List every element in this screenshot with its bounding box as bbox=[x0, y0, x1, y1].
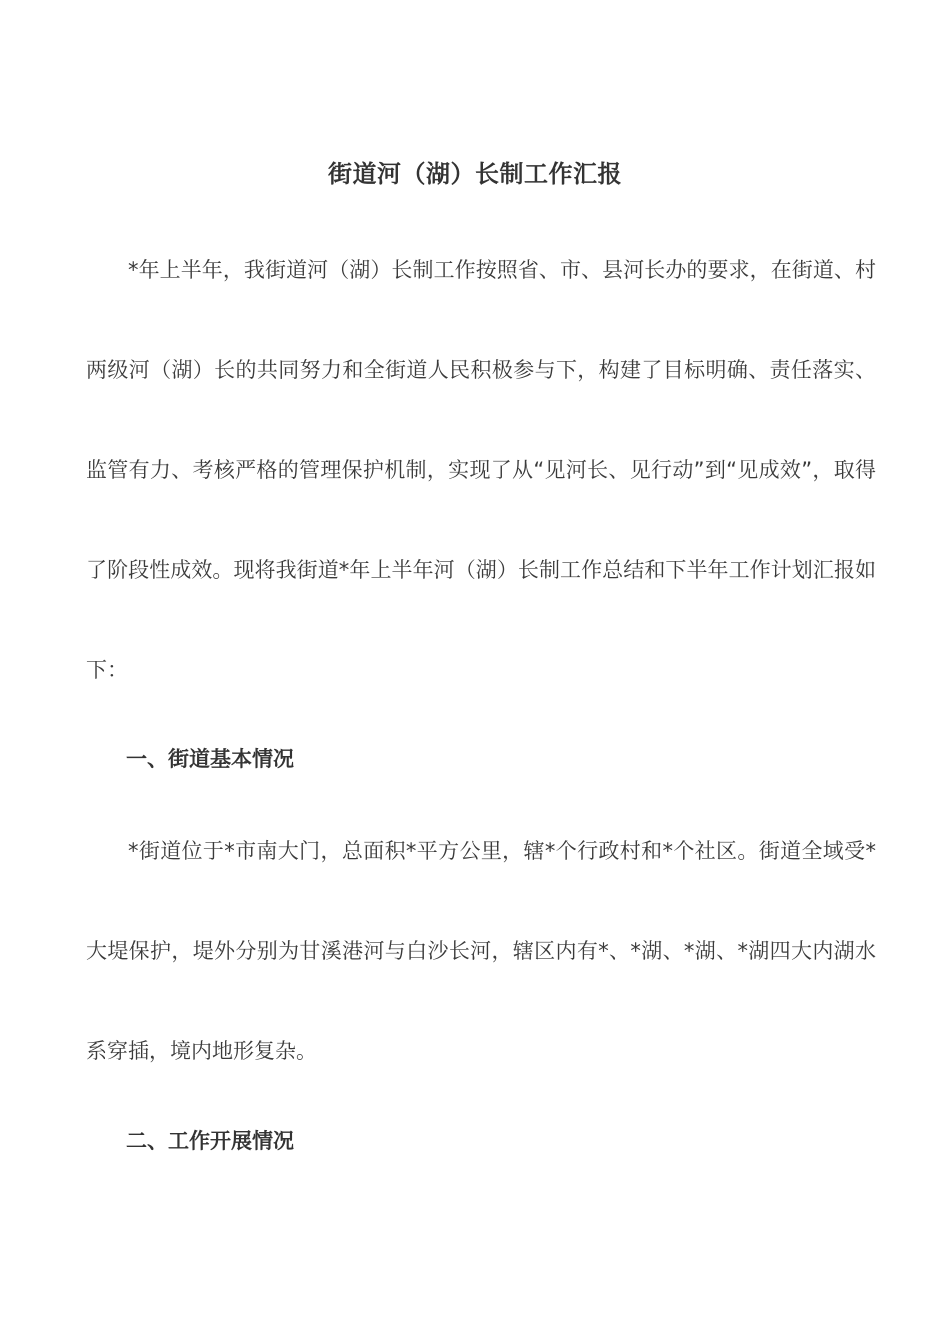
basic-situation-paragraph: *街道位于*市南大门，总面积*平方公里，辖*个行政村和*个社区。街道全域受*大堤保护，堤外分别为甘溪港河与白沙长河，辖区内有*、*湖、*湖、*湖四大内湖水系穿插，境内地形复杂。 bbox=[86, 839, 876, 1063]
section-heading-basic-situation: 一、街道基本情况 bbox=[126, 747, 294, 771]
section-heading-work-progress: 二、工作开展情况 bbox=[126, 1129, 294, 1153]
document-title: 街道河（湖）长制工作汇报 bbox=[328, 160, 622, 188]
intro-paragraph: *年上半年，我街道河（湖）长制工作按照省、市、县河长办的要求，在街道、村两级河（湖）长的共同努力和全街道人民积极参与下，构建了目标明确、责任落实、监管有力、考核严格的管理保护机制，实现了从“见河长、见行动”到“见成效”，取得了阶段性成效。现将我街道*年上半年河（湖）长制工作总结和下半年工作计划汇报如下： bbox=[86, 258, 876, 682]
